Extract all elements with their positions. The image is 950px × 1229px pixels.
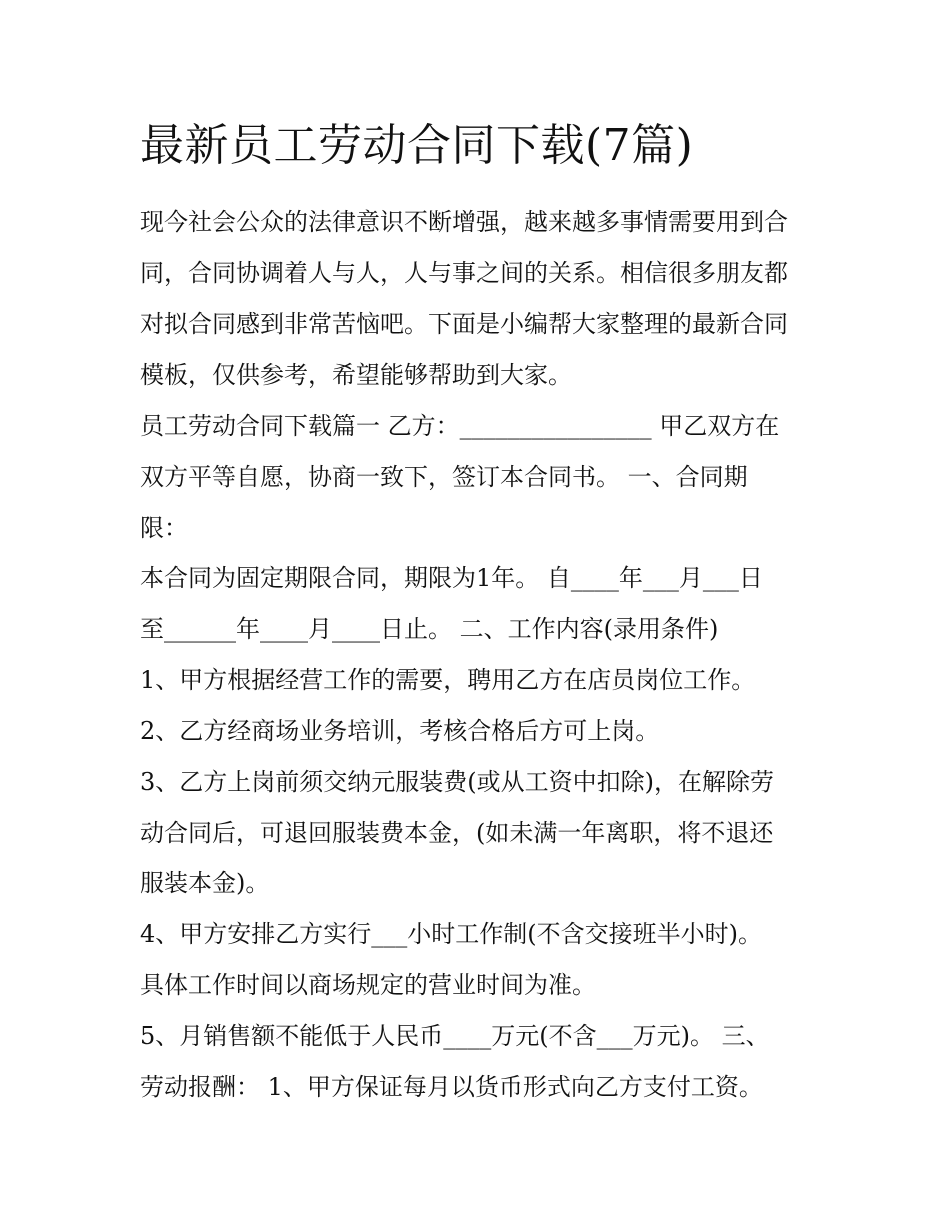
text-line: 对拟合同感到非常苦恼吧。下面是小编帮大家整理的最新合同	[140, 310, 788, 338]
text-line: 动合同后，可退回服装费本金，(如未满一年离职，将不退还	[140, 819, 774, 847]
text-line: 4、甲方安排乙方实行___小时工作制(不含交接班半小时)。	[140, 920, 762, 948]
text-line: 现今社会公众的法律意识不断增强，越来越多事情需要用到合	[140, 208, 788, 236]
text-line: 同，合同协调着人与人，人与事之间的关系。相信很多朋友都	[140, 259, 788, 287]
text-line: 5、月销售额不能低于人民币____万元(不含___万元)。 三、	[140, 1022, 770, 1050]
document-title: 最新员工劳动合同下载(7篇)	[140, 120, 694, 171]
text-line: 限：	[140, 514, 188, 542]
text-line: 1、甲方根据经营工作的需要，聘用乙方在店员岗位工作。	[140, 666, 756, 694]
text-line: 双方平等自愿，协商一致下，签订本合同书。 一、合同期	[140, 463, 748, 491]
text-line: 服装本金)。	[140, 869, 270, 897]
text-line: 至______年____月____日止。 二、工作内容(录用条件)	[140, 615, 719, 643]
text-line: 劳动报酬： 1、甲方保证每月以货币形式向乙方支付工资。	[140, 1073, 763, 1101]
text-line: 3、乙方上岗前须交纳元服装费(或从工资中扣除)，在解除劳	[140, 768, 774, 796]
text-line: 2、乙方经商场业务培训，考核合格后方可上岗。	[140, 717, 660, 745]
text-line: 具体工作时间以商场规定的营业时间为准。	[140, 971, 596, 999]
text-line: 模板，仅供参考，希望能够帮助到大家。	[140, 361, 572, 389]
text-line: 本合同为固定期限合同，期限为1年。 自____年___月___日	[140, 564, 763, 592]
text-line: 员工劳动合同下载篇一 乙方：________________ 甲乙双方在	[140, 412, 780, 440]
